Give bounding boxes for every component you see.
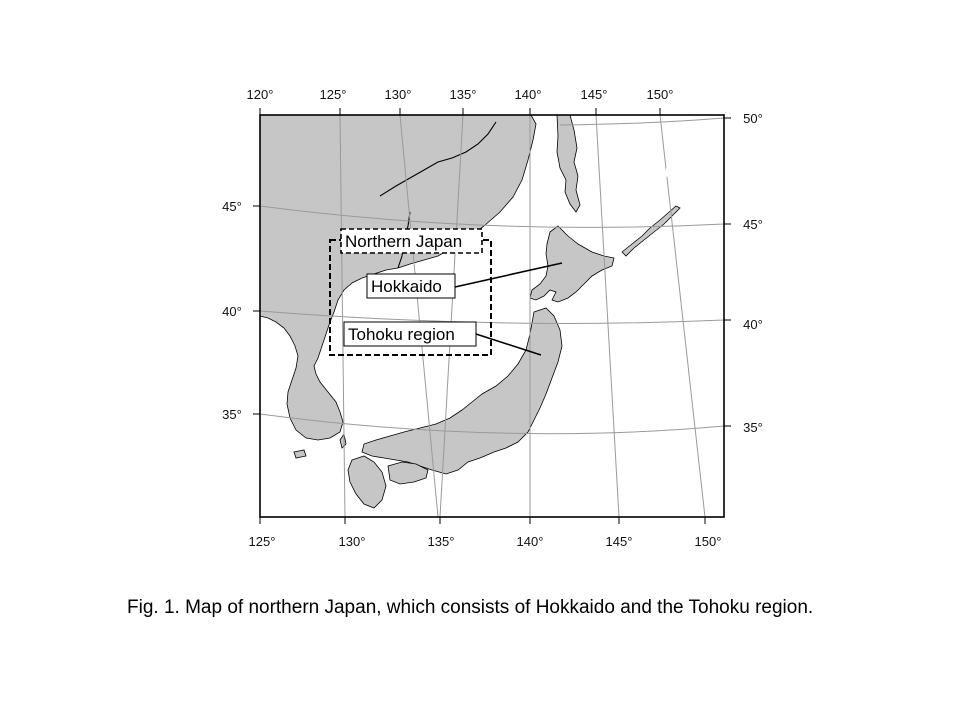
sakhalin-island xyxy=(557,115,580,212)
top-lon-tick-label: 140° xyxy=(514,87,542,102)
figure-caption: Fig. 1. Map of northern Japan, which consists of Hokkaido and the Tohoku region. xyxy=(127,597,814,618)
top-lon-tick-label: 120° xyxy=(246,87,274,102)
jeju-island xyxy=(294,450,306,458)
tsushima-island xyxy=(340,434,346,448)
bottom-lon-tick-label: 150° xyxy=(694,534,722,549)
bottom-lon-tick-label: 145° xyxy=(605,534,633,549)
right-lat-tick-label: 45° xyxy=(743,217,763,232)
bottom-lon-tick-label: 125° xyxy=(248,534,276,549)
right-lat-tick-label: 50° xyxy=(743,111,763,126)
right-lat-tick-label: 35° xyxy=(743,420,763,435)
top-lon-tick-label: 135° xyxy=(449,87,477,102)
top-lon-tick-label: 125° xyxy=(319,87,347,102)
kyushu-island xyxy=(348,456,386,508)
top-lon-tick-label: 150° xyxy=(646,87,674,102)
top-lon-tick-label: 130° xyxy=(384,87,412,102)
northern-japan-label: Northern Japan xyxy=(345,232,463,251)
top-lon-tick-label: 145° xyxy=(580,87,608,102)
hokkaido-island xyxy=(530,226,614,302)
bottom-lon-tick-label: 140° xyxy=(516,534,544,549)
left-lat-tick-label: 40° xyxy=(222,304,242,319)
sea-label: Sea of xyxy=(610,146,662,165)
sea-label: Okhotsk xyxy=(605,165,674,184)
left-lat-tick-label: 35° xyxy=(222,407,242,422)
left-lat-tick-label: 45° xyxy=(222,199,242,214)
tohoku-label: Tohoku region xyxy=(348,325,455,344)
bottom-lon-tick-label: 130° xyxy=(338,534,366,549)
right-lat-tick-label: 40° xyxy=(743,317,763,332)
hokkaido-label: Hokkaido xyxy=(371,277,442,296)
bottom-lon-tick-label: 135° xyxy=(427,534,455,549)
